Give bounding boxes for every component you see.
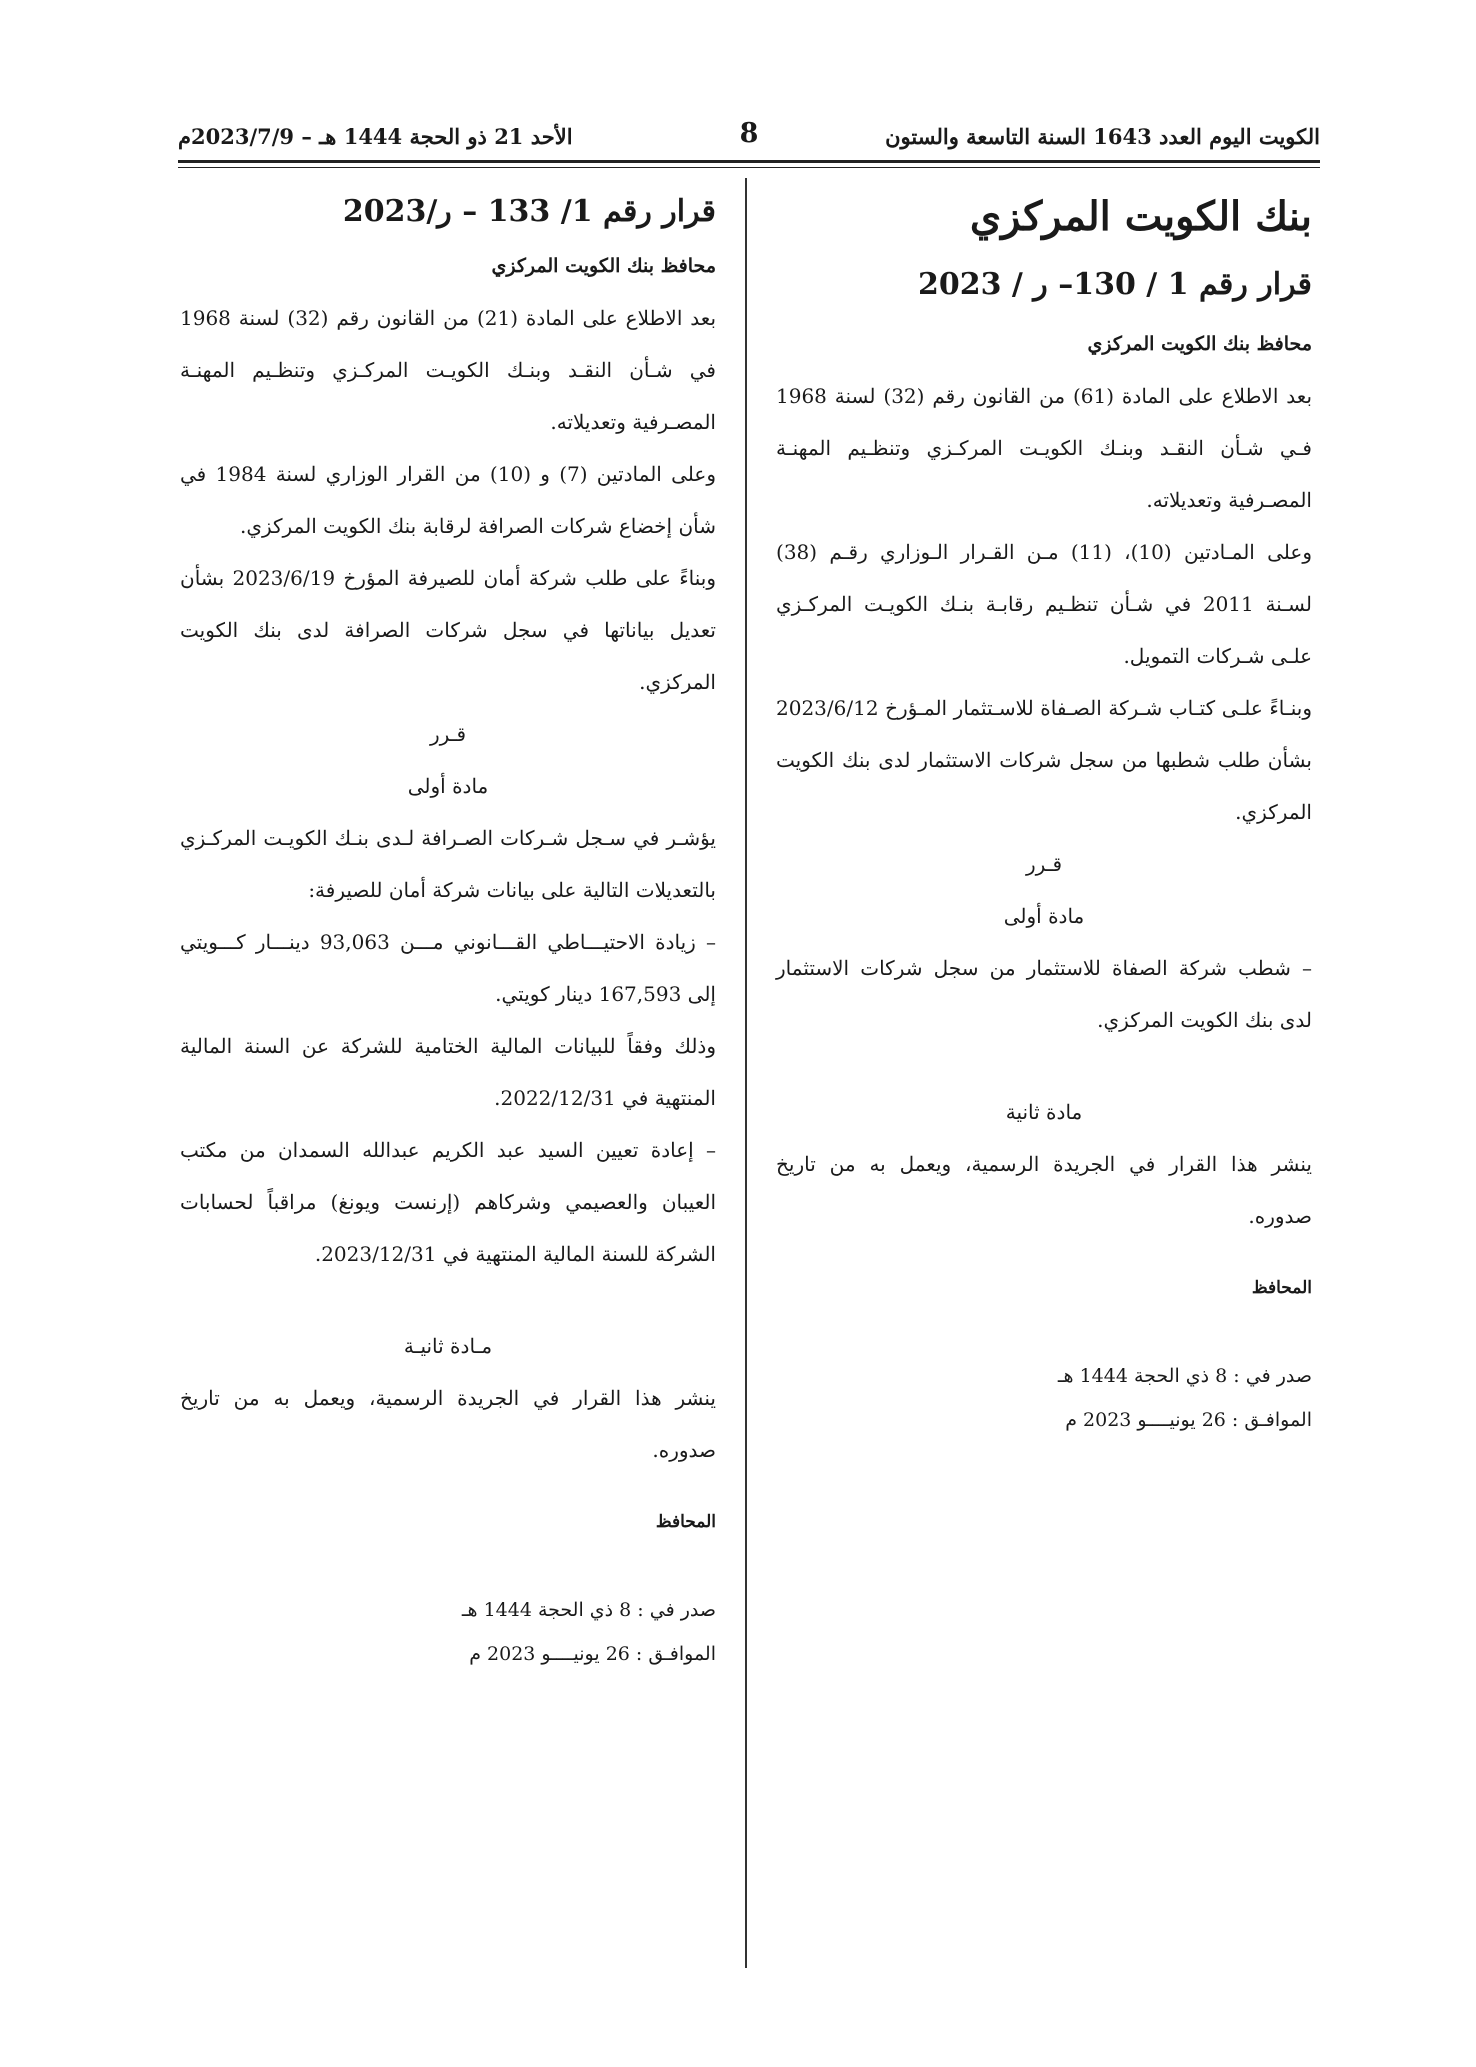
article-1-text: يؤشـر في سـجل شـركات الصـرافة لـدى بنـك الكويـت المركـزي بالتعديلات التالية على بيانات شركة أمان للصيرفة: xyxy=(180,826,716,902)
issued-date: صدر في : 8 ذي الحجة 1444 هـ xyxy=(461,1599,716,1621)
bank-title: بنك الكويت المركزي xyxy=(969,193,1312,240)
preamble-request: وبنـاءً علـى كتـاب شـركة الصـفاة للاسـتثمار المـؤرخ 2023/6/12 بشأن طلب شطبها من سجل شركات الاستثمار لدى بنك الكويت المركزي. xyxy=(776,696,1312,824)
publication-issue: الكويت اليوم العدد 1643 السنة التاسعة والستون xyxy=(885,124,1320,149)
article-1-text: – شطب شركة الصفاة للاستثمار من سجل شركات الاستثمار لدى بنك الكويت المركزي. xyxy=(776,956,1312,1032)
issue-date: الأحد 21 ذو الحجة 1444 هـ – 2023/7/9م xyxy=(178,124,573,149)
article-2-title: مـادة ثانيـة xyxy=(403,1334,493,1358)
article-2-text: ينشر هذا القرار في الجريدة الرسمية، ويعمل به من تاريخ صدوره. xyxy=(180,1386,716,1462)
header-rule-thin xyxy=(178,167,1320,168)
page-number: 8 xyxy=(739,118,759,149)
issuer: محافظ بنك الكويت المركزي xyxy=(1087,333,1312,355)
amendment-reserve: – زيادة الاحتيـــاطي القـــانوني مـــن 93,063 دينـــار كـــويتي إلى 167,593 دينار كويتي. xyxy=(180,930,716,1006)
issuer: محافظ بنك الكويت المركزي xyxy=(491,255,716,277)
decision-130-column xyxy=(776,178,1312,1442)
signature: المحافظ xyxy=(655,1512,716,1532)
running-header xyxy=(178,118,1320,158)
issued-date: صدر في : 8 ذي الحجة 1444 هـ xyxy=(1057,1365,1312,1387)
article-2-title: مادة ثانية xyxy=(1005,1100,1083,1124)
preamble-ministerial: وعلى المادتين (7) و (10) من القرار الوزاري لسنة 1984 في شأن إخضاع شركات الصرافة لرقابة بنك الكويت المركزي. xyxy=(180,462,716,538)
amendment-reserve-note: وذلك وفقاً للبيانات المالية الختامية للشركة عن السنة المالية المنتهية في 2022/12/31. xyxy=(180,1034,716,1110)
header-rule-thick xyxy=(178,160,1320,163)
preamble-ministerial: وعلى المـادتين (10)، (11) مـن القـرار الـوزاري رقـم (38) لسـنة 2011 في شـأن تنظـيم رقابـة بنـك الكويـت المركـزي علـى شـركات التمويل. xyxy=(776,540,1312,668)
decision-title: قرار رقم 1/ 133 – ر/2023 xyxy=(342,194,716,229)
preamble-law: بعد الاطلاع على المادة (61) من القانون رقم (32) لسنة 1968 فـي شـأن النقـد وبنـك الكويـت المركـزي وتنظـيم المهنـة المصـرفية وتعديلاته. xyxy=(776,384,1313,512)
article-2-text: ينشر هذا القرار في الجريدة الرسمية، ويعمل به من تاريخ صدوره. xyxy=(776,1152,1312,1228)
article-1-title: مادة أولى xyxy=(1003,904,1085,928)
column-divider xyxy=(745,178,747,1968)
decided-label: قـرر xyxy=(429,722,467,746)
corresponding-date: الموافـق : 26 يونيــــو 2023 م xyxy=(469,1643,716,1665)
corresponding-date: الموافـق : 26 يونيــــو 2023 م xyxy=(1065,1409,1312,1431)
preamble-request: وبناءً على طلب شركة أمان للصيرفة المؤرخ 2023/6/19 بشأن تعديل بياناتها في سجل شركات الصرافة لدى بنك الكويت المركزي. xyxy=(180,566,716,694)
decided-label: قـرر xyxy=(1025,852,1063,876)
decision-title: قرار رقم 1 / 130– ر / 2023 xyxy=(917,267,1312,302)
article-1-title: مادة أولى xyxy=(407,774,489,798)
amendment-auditor: – إعادة تعيين السيد عبد الكريم عبدالله السمدان من مكتب العيبان والعصيمي وشركاهم (إرنست ويونغ) مراقباً لحسابات الشركة للسنة المالية المنتهية في 2023/12/31. xyxy=(180,1138,716,1266)
decision-133-column xyxy=(180,178,716,1676)
signature: المحافظ xyxy=(1251,1278,1312,1298)
preamble-law: بعد الاطلاع على المادة (21) من القانون رقم (32) لسنة 1968 في شـأن النقـد وبنـك الكويـت المركـزي وتنظـيم المهنـة المصـرفية وتعديلاته. xyxy=(180,306,717,434)
